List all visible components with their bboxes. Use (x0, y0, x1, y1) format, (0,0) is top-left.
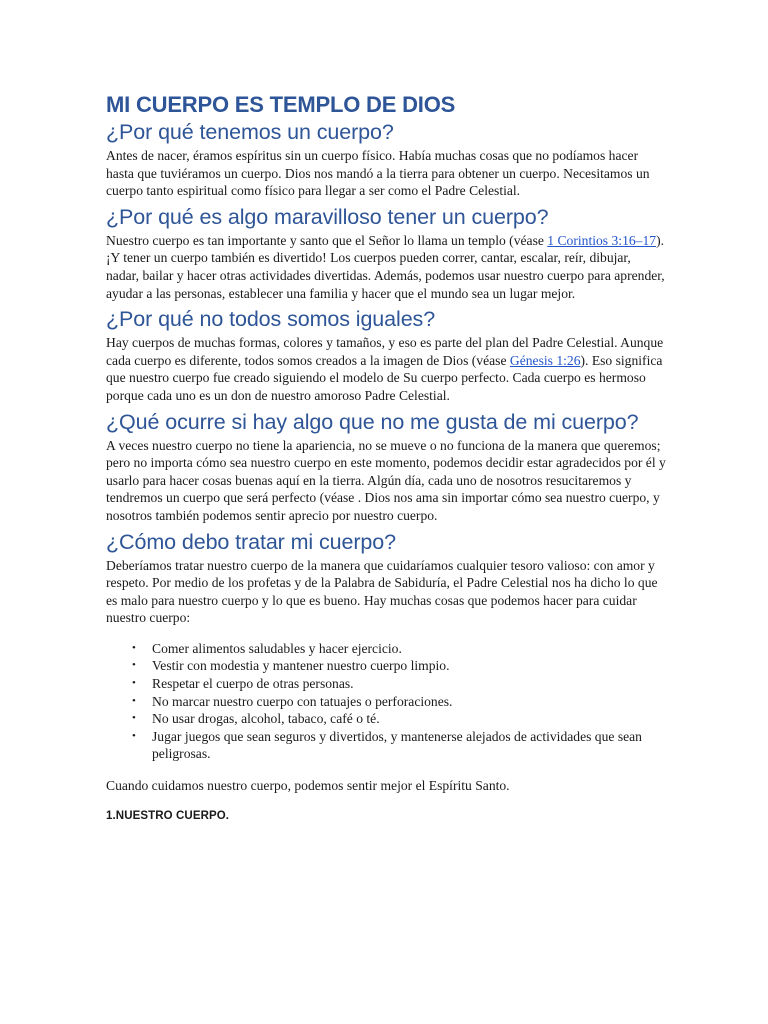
section-paragraph-3 (106, 334, 666, 404)
paragraph-text: Hay cuerpos de muchas formas, colores y tamaños, y eso es parte del plan del Padre Celestial. Aunque cada cuerpo es diferente, todos somos creados a la imagen de Dios (véase (106, 335, 664, 368)
section-paragraph-2 (106, 232, 666, 302)
list-item (132, 640, 666, 658)
section-paragraph-4: A veces nuestro cuerpo no tiene la apariencia, no se mueve o no funciona de la manera que queremos; pero no importa cómo sea nuestro cuerpo en este momento, podemos decidir estar agradecidos por él y usarlo para hacer cosas buenas aquí en la tierra. Algún día, cada uno de nosotros resucitaremos y tendremos un cuerpo que será perfecto (véase . Dios nos ama sin importar cómo sea nuestro cuerpo, y nosotros también podemos sentir aprecio por nuestro cuerpo. (106, 437, 666, 523)
scripture-link-corintios[interactable]: 1 Corintios 3:16–17 (547, 232, 657, 248)
list-item-text: Jugar juegos que sean seguros y divertidos, y mantenerse alejados de actividades que sean peligrosas. (152, 728, 642, 762)
bullet-icon: • (132, 729, 136, 742)
document-page (106, 92, 666, 822)
paragraph-text: ). Eso significa que nuestro cuerpo fue creado siguiendo el modelo de Su cuerpo perfecto. Cada cuerpo es hermoso porque cada uno es un don de nuestro amoroso Padre Celestial. (106, 352, 663, 403)
bullet-icon: • (132, 712, 136, 725)
list-item-text: No usar drogas, alcohol, tabaco, café o té. (152, 711, 380, 727)
document-title: MI CUERPO ES TEMPLO DE DIOS (106, 92, 456, 117)
paragraph-text: ). ¡Y tener un cuerpo también es divertido! Los cuerpos pueden correr, cantar, escalar, reír, dibujar, nadar, bailar y hacer otras actividades divertidas. Además, podemos usar nuestro cuerpo para aprender, ayudar a las personas, establecer una familia y hacer que el mundo sea un lugar mejor. (106, 232, 665, 301)
list-item-text: Vestir con modestia y mantener nuestro cuerpo limpio. (152, 658, 450, 674)
list-item (132, 657, 666, 675)
numbered-heading: 1.NUESTRO CUERPO. (106, 809, 230, 822)
list-item (132, 693, 666, 711)
section-heading-5: ¿Cómo debo tratar mi cuerpo? (106, 529, 396, 554)
bullet-icon: • (132, 694, 136, 707)
section-paragraph-1: Antes de nacer, éramos espíritus sin un cuerpo físico. Había muchas cosas que no podíamos hacer hasta que tuviéramos un cuerpo. Dios nos mandó a la tierra para obtener un cuerpo. Necesitamos un cuerpo tanto espiritual como físico para llegar a ser como el Padre Celestial. (106, 148, 650, 199)
section-heading-3: ¿Por qué no todos somos iguales? (106, 307, 436, 332)
section-heading-2: ¿Por qué es algo maravilloso tener un cuerpo? (106, 204, 549, 229)
bullet-icon: • (132, 677, 136, 690)
section-paragraph-5: Deberíamos tratar nuestro cuerpo de la manera que cuidaríamos cualquier tesoro valioso: con amor y respeto. Por medio de los profetas y de la Palabra de Sabiduría, el Padre Celestial nos ha dicho lo que es malo para nuestro cuerpo y lo que es bueno. Hay muchas cosas que podemos hacer para cuidar nuestro cuerpo: (106, 557, 658, 626)
bullet-icon: • (132, 659, 136, 672)
list-item-text: Comer alimentos saludables y hacer ejercicio. (152, 640, 402, 656)
list-item (132, 728, 666, 763)
section-heading-1: ¿Por qué tenemos un cuerpo? (106, 120, 394, 144)
scripture-link-genesis[interactable]: Génesis 1:26 (509, 352, 581, 368)
list-item (132, 675, 666, 693)
paragraph-text: Nuestro cuerpo es tan importante y santo que el Señor lo llama un templo (véase (106, 232, 548, 248)
section-heading-4: ¿Qué ocurre si hay algo que no me gusta de mi cuerpo? (106, 409, 639, 434)
closing-paragraph: Cuando cuidamos nuestro cuerpo, podemos sentir mejor el Espíritu Santo. (106, 778, 510, 794)
bullet-icon: • (132, 641, 136, 654)
list-item (132, 710, 666, 728)
list-item-text: No marcar nuestro cuerpo con tatuajes o perforaciones. (152, 693, 453, 709)
care-list (106, 640, 666, 763)
list-item-text: Respetar el cuerpo de otras personas. (152, 676, 354, 692)
